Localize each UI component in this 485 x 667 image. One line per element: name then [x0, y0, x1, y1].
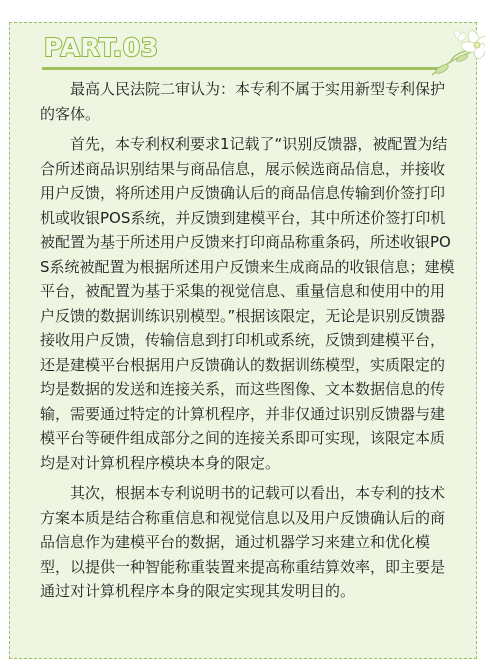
part-title: PART.03	[44, 33, 159, 62]
paragraph: 最高人民法院二审认为：本专利不属于实用新型专利保护的客体。	[40, 80, 446, 123]
title-underline	[42, 67, 442, 70]
section-header	[30, 27, 450, 71]
paragraph: 首先，本专利权利要求1记载了“识别反馈器，被配置为结合所述商品识别结果与商品信息，展示候选商品信息，并接收用户反馈，将所述用户反馈确认后的商品信息传输到价签打印机或收银POS系统，并反馈到建模平台，其中所述价签打印机被配置为基于所述用户反馈来打印商品称重条码，所述收银POS系统被配置为根据所述用户反馈来生成商品的收银信息；建模平台，被配置为基于采集的视觉信息、重量信息和使用中的用户反馈的数据训练识别模型。”根据该限定，无论是识别反馈器接收用户反馈，传输信息到打印机或系统，反馈到建模平台，还是建模平台根据用户反馈确认的数据训练模型，实质限定的均是数据的发送和连接关系，而这些图像、文本数据信息的传输，需要通过特定的计算机程序，并非仅通过识别反馈器与建模平台等硬件组成部分之间的连接关系即可实现，该限定本质均是对计算机程序模块本身的限定。	[40, 135, 455, 472]
article-body	[40, 77, 458, 604]
flower-icon	[422, 27, 485, 77]
document-panel	[9, 22, 477, 659]
paragraph: 其次，根据本专利说明书的记载可以看出，本专利的技术方案本质是结合称重信息和视觉信息以及用户反馈确认后的商品信息作为建模平台的数据，通过机器学习来建立和优化模型，以提供一种智能称重装置来提高称重结算效率，即主要是通过对计算机程序本身的限定实现其发明目的。	[40, 484, 446, 600]
